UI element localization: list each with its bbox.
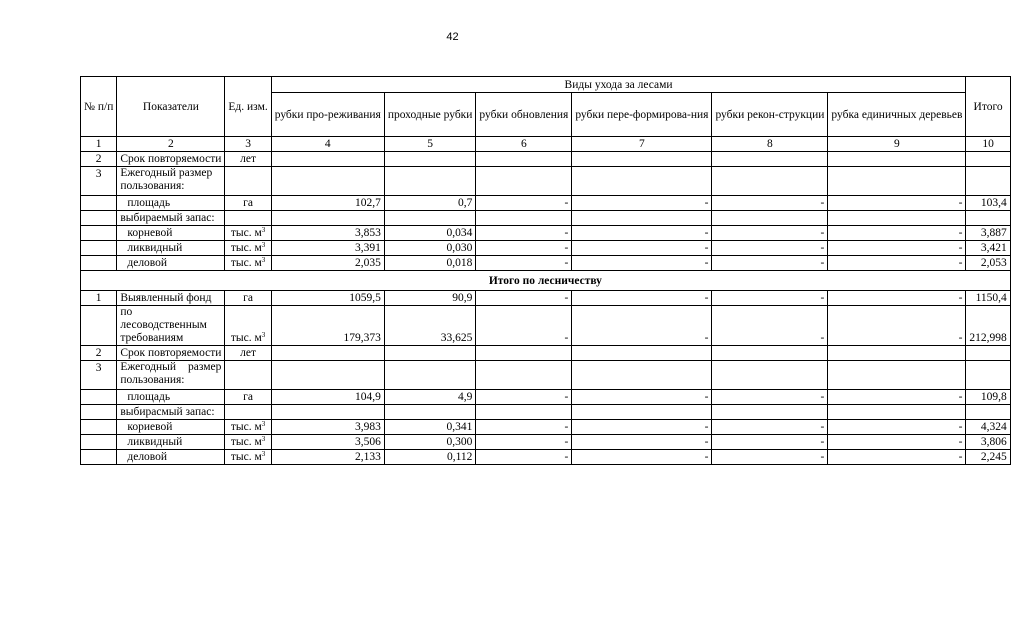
- value-cell: 0,018: [384, 256, 476, 271]
- row-label: по лесоводственным: [120, 306, 207, 331]
- total-cell: 3,806: [966, 435, 1010, 450]
- value-cell: -: [476, 435, 572, 450]
- value-cell: -: [476, 226, 572, 241]
- value-cell: 0,341: [384, 420, 476, 435]
- header-group: Виды ухода за лесами: [271, 77, 966, 93]
- total-cell: 4,324: [966, 420, 1010, 435]
- col-number: 5: [384, 137, 476, 152]
- total-cell: 212,998: [966, 306, 1010, 346]
- value-cell: -: [476, 450, 572, 465]
- row-unit: тыс. $м^3$: [225, 241, 271, 256]
- value-cell: 179,373: [271, 306, 384, 346]
- col-number: 7: [572, 137, 712, 152]
- value-cell: 0,112: [384, 450, 476, 465]
- table-row: [81, 361, 1011, 390]
- value-cell: -: [712, 226, 828, 241]
- value-cell: -: [476, 256, 572, 271]
- value-cell: -: [828, 196, 966, 211]
- value-cell: -: [476, 390, 572, 405]
- value-cell: 3,391: [271, 241, 384, 256]
- total-cell: 2,245: [966, 450, 1010, 465]
- value-cell: -: [572, 196, 712, 211]
- row-unit: лет: [225, 152, 271, 167]
- value-cell: -: [712, 196, 828, 211]
- table-row: [81, 226, 1011, 241]
- value-cell: 0,300: [384, 435, 476, 450]
- row-label: деловой: [117, 450, 225, 465]
- value-cell: -: [572, 390, 712, 405]
- table-row: [81, 405, 1011, 420]
- table-row: [81, 211, 1011, 226]
- page-number: 42: [446, 31, 459, 43]
- row-unit: лет: [225, 346, 271, 361]
- value-cell: 3,983: [271, 420, 384, 435]
- value-cell: -: [572, 450, 712, 465]
- header-unit: Ед. изм.: [225, 77, 271, 137]
- value-cell: -: [828, 226, 966, 241]
- header-type: рубки пере-формирова-ния: [572, 93, 712, 137]
- value-cell: -: [712, 390, 828, 405]
- value-cell: -: [712, 256, 828, 271]
- value-cell: -: [476, 291, 572, 306]
- row-label: площадь: [117, 390, 225, 405]
- value-cell: -: [476, 306, 572, 346]
- row-label: ликвидный: [117, 435, 225, 450]
- forest-care-table: [80, 76, 1011, 465]
- row-unit: тыс. $м^3$: [225, 256, 271, 271]
- row-label: ликвидный: [117, 241, 225, 256]
- value-cell: -: [828, 291, 966, 306]
- table-row: [81, 196, 1011, 211]
- row-label: выбирасмый запас:: [117, 405, 225, 420]
- header-indicator: Показатели: [117, 77, 225, 137]
- value-cell: -: [828, 241, 966, 256]
- value-cell: -: [828, 450, 966, 465]
- value-cell: -: [712, 241, 828, 256]
- table-row: [81, 291, 1011, 306]
- row-unit: га: [225, 291, 271, 306]
- row-unit: тыс. $м^3$: [225, 420, 271, 435]
- col-number: 4: [271, 137, 384, 152]
- table-row: [81, 167, 1011, 196]
- value-cell: 0,7: [384, 196, 476, 211]
- header-type: проходные рубки: [384, 93, 476, 137]
- row-unit: тыс. $м^3$: [225, 435, 271, 450]
- value-cell: 0,030: [384, 241, 476, 256]
- value-cell: -: [828, 256, 966, 271]
- total-cell: 109,8: [966, 390, 1010, 405]
- table-row: [81, 346, 1011, 361]
- row-label: требованиям: [120, 332, 184, 344]
- header-total: Итого: [966, 77, 1010, 137]
- row-label: Срок повторяемости: [117, 346, 225, 361]
- row-unit: га: [225, 196, 271, 211]
- value-cell: 33,625: [384, 306, 476, 346]
- row-label: корневой: [117, 226, 225, 241]
- value-cell: 2,133: [271, 450, 384, 465]
- table-row: [81, 420, 1011, 435]
- col-number: 3: [225, 137, 271, 152]
- value-cell: 3,506: [271, 435, 384, 450]
- row-label: Ежегодный: [120, 361, 177, 373]
- row-label: размер: [188, 361, 222, 373]
- header-type: рубка единичных деревьев: [828, 93, 966, 137]
- row-label: площадь: [117, 196, 225, 211]
- table-row: [81, 256, 1011, 271]
- value-cell: -: [828, 306, 966, 346]
- row-label: деловой: [117, 256, 225, 271]
- col-number: 10: [966, 137, 1010, 152]
- table-row: [81, 435, 1011, 450]
- value-cell: -: [712, 450, 828, 465]
- header-type: рубки обновления: [476, 93, 572, 137]
- header-no: № п/п: [81, 77, 117, 137]
- value-cell: -: [572, 291, 712, 306]
- col-number: 9: [828, 137, 966, 152]
- row-label: Ежегодный размер: [120, 167, 213, 179]
- row-label: кориевой: [117, 420, 225, 435]
- row-unit: га: [225, 390, 271, 405]
- row-unit: тыс. $м^3$: [225, 226, 271, 241]
- value-cell: 104,9: [271, 390, 384, 405]
- value-cell: 90,9: [384, 291, 476, 306]
- value-cell: -: [572, 256, 712, 271]
- table-row: [81, 306, 1011, 346]
- col-number: 1: [81, 137, 117, 152]
- total-cell: 103,4: [966, 196, 1010, 211]
- value-cell: 102,7: [271, 196, 384, 211]
- row-unit: тыс. $м^3$: [225, 450, 271, 465]
- col-number: 2: [117, 137, 225, 152]
- table-row: [81, 241, 1011, 256]
- value-cell: -: [828, 435, 966, 450]
- header-type: рубки рекон-струкции: [712, 93, 828, 137]
- section-title: Итого по лесничеству: [81, 271, 1011, 291]
- row-no: 2: [81, 346, 117, 361]
- row-no: 1: [81, 291, 117, 306]
- value-cell: -: [712, 420, 828, 435]
- value-cell: -: [572, 306, 712, 346]
- value-cell: -: [828, 390, 966, 405]
- row-no: 2: [81, 152, 117, 167]
- value-cell: -: [572, 420, 712, 435]
- value-cell: -: [476, 196, 572, 211]
- total-cell: 3,421: [966, 241, 1010, 256]
- row-label: выбираемый запас:: [117, 211, 225, 226]
- col-number: 6: [476, 137, 572, 152]
- value-cell: -: [476, 241, 572, 256]
- value-cell: -: [712, 291, 828, 306]
- value-cell: -: [572, 241, 712, 256]
- value-cell: 4,9: [384, 390, 476, 405]
- total-cell: 3,887: [966, 226, 1010, 241]
- row-label: Срок повторяемости: [117, 152, 225, 167]
- table-row: [81, 450, 1011, 465]
- table-row: [81, 390, 1011, 405]
- row-no: 3: [81, 361, 117, 390]
- value-cell: -: [572, 226, 712, 241]
- value-cell: 3,853: [271, 226, 384, 241]
- value-cell: -: [476, 420, 572, 435]
- value-cell: -: [712, 306, 828, 346]
- total-cell: 2,053: [966, 256, 1010, 271]
- value-cell: -: [712, 435, 828, 450]
- value-cell: 2,035: [271, 256, 384, 271]
- value-cell: -: [828, 420, 966, 435]
- total-cell: 1150,4: [966, 291, 1010, 306]
- row-label: Выявленный фонд: [117, 291, 225, 306]
- row-label: пользования:: [120, 374, 185, 386]
- col-number: 8: [712, 137, 828, 152]
- row-unit: тыс. $м^3$: [225, 306, 271, 346]
- table-row: [81, 152, 1011, 167]
- value-cell: 0,034: [384, 226, 476, 241]
- row-no: 3: [81, 167, 117, 196]
- value-cell: -: [572, 435, 712, 450]
- value-cell: 1059,5: [271, 291, 384, 306]
- header-type: рубки про-реживания: [271, 93, 384, 137]
- row-label: пользования:: [120, 180, 185, 192]
